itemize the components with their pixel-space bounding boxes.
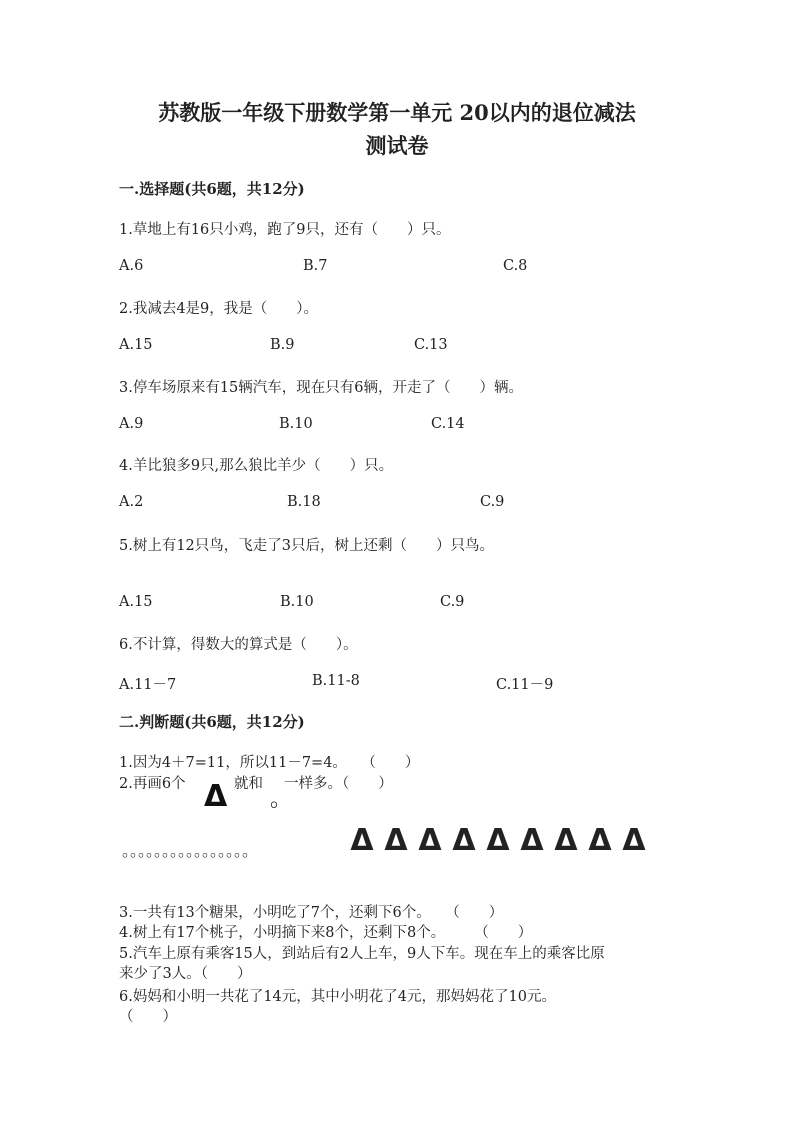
judge-5-line2: 来少了3人。（ ） <box>119 966 252 982</box>
triangle-icon: Δ <box>204 779 228 814</box>
triangle-icon: Δ <box>418 823 442 858</box>
q3-option-b: B.10 <box>279 416 313 432</box>
q2-option-c: C.13 <box>414 337 448 353</box>
judge-5-line1: 5.汽车上原有乘客15人，到站后有2人上车，9人下车。现在车上的乘客比原 <box>119 946 605 962</box>
q2-option-a: A.15 <box>119 337 153 353</box>
triangle-icon: Δ <box>486 823 510 858</box>
triangle-icon: Δ <box>452 823 476 858</box>
question-3: 3.停车场原来有15辆汽车，现在只有6辆，开走了（ ）辆。 <box>119 380 524 396</box>
triangles-row <box>350 823 646 858</box>
judge-4: 4.树上有17个桃子，小明摘下来8个，还剩下8个。 （ ） <box>119 925 533 941</box>
judge-2-middle: 就和 <box>234 776 263 792</box>
triangle-icon: Δ <box>554 823 578 858</box>
q4-option-c: C.9 <box>480 494 505 510</box>
triangle-icon: Δ <box>350 823 374 858</box>
question-2: 2.我减去4是9，我是（ ）。 <box>119 301 319 317</box>
q5-option-a: A.15 <box>119 594 153 610</box>
q1-option-c: C.8 <box>503 258 528 274</box>
circles-row: 。。。。。。。。。。。。。。。。 <box>122 841 259 860</box>
page-title-line2: 测试卷 <box>365 133 429 158</box>
triangle-icon: Δ <box>384 823 408 858</box>
section-heading-choice: 一.选择题(共6题，共12分) <box>119 180 305 198</box>
q5-option-c: C.9 <box>440 594 465 610</box>
judge-2-prefix: 2.再画6个 <box>119 776 186 792</box>
judge-3: 3.一共有13个糖果，小明吃了7个，还剩下6个。 （ ） <box>119 905 504 921</box>
judge-6-line1: 6.妈妈和小明一共花了14元，其中小明花了4元，那妈妈花了10元。 <box>119 989 556 1005</box>
triangle-icon: Δ <box>520 823 544 858</box>
q6-option-c: C.11－9 <box>496 677 554 693</box>
triangle-icon: Δ <box>588 823 612 858</box>
question-4: 4.羊比狼多9只,那么狼比羊少（ ）只。 <box>119 458 394 474</box>
circle-icon: 。 <box>270 787 293 812</box>
judge-1: 1.因为4＋7=11，所以11－7=4。 （ ） <box>119 755 420 771</box>
q1-option-a: A.6 <box>119 258 144 274</box>
section-heading-judge: 二.判断题(共6题，共12分) <box>119 713 305 731</box>
q6-option-a: A.11－7 <box>119 677 177 693</box>
q5-option-b: B.10 <box>280 594 314 610</box>
question-6: 6.不计算，得数大的算式是（ ）。 <box>119 637 358 653</box>
q6-option-b: B.11-8 <box>312 673 360 689</box>
q4-option-b: B.18 <box>287 494 321 510</box>
judge-6-line2: （ ） <box>119 1009 177 1025</box>
page-title-line1: 苏教版一年级下册数学第一单元 20以内的退位减法 <box>158 100 636 125</box>
q4-option-a: A.2 <box>119 494 144 510</box>
q2-option-b: B.9 <box>270 337 295 353</box>
triangle-icon: Δ <box>622 823 646 858</box>
judge-2-suffix: 一样多。（ ） <box>284 776 393 792</box>
q1-option-b: B.7 <box>303 258 328 274</box>
question-5: 5.树上有12只鸟，飞走了3只后，树上还剩（ ）只鸟。 <box>119 538 495 554</box>
q3-option-a: A.9 <box>119 416 144 432</box>
q3-option-c: C.14 <box>431 416 465 432</box>
question-1: 1.草地上有16只小鸡，跑了9只，还有（ ）只。 <box>119 222 451 238</box>
